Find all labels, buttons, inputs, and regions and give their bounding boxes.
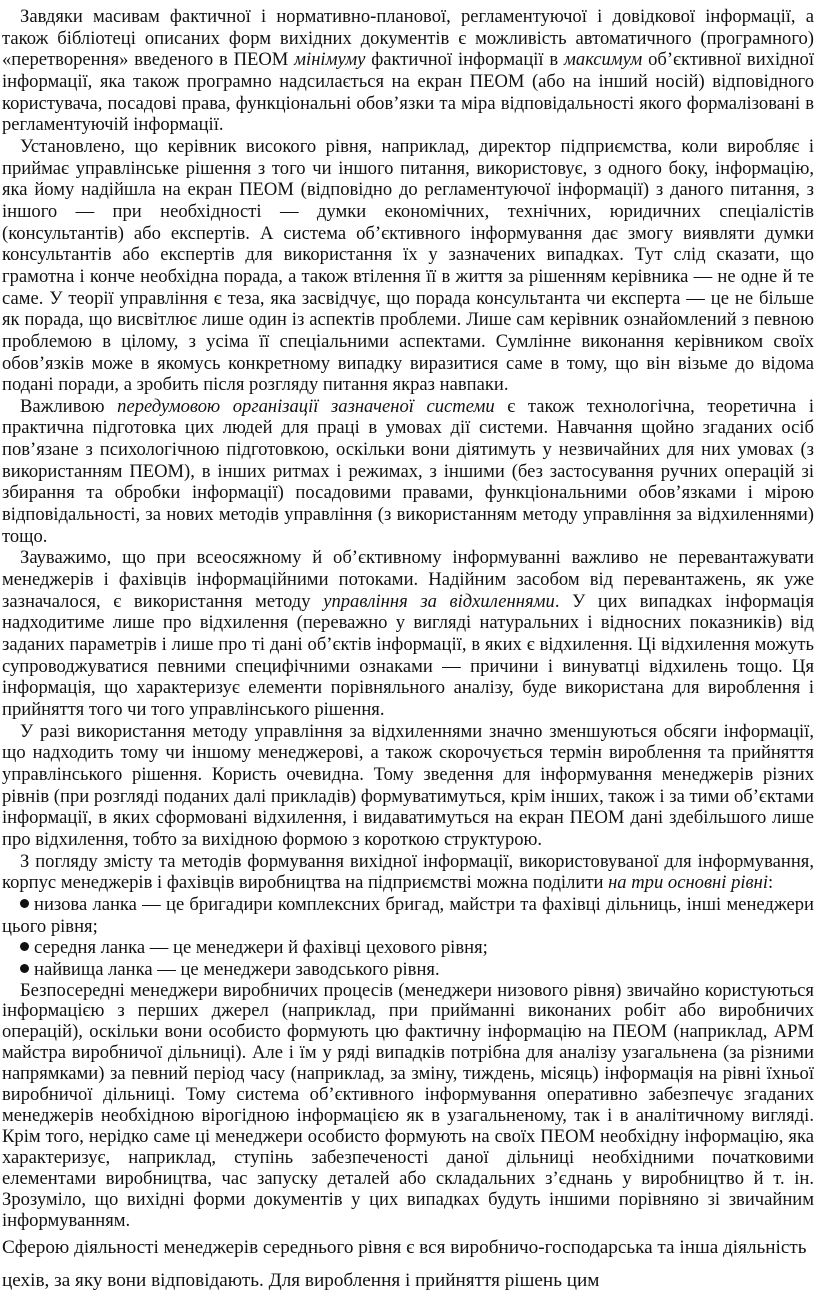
paragraph-7: Безпосередні менеджери виробничих процесів (менеджери низового рівня) звичайно користуються інформацією з перших джерел (наприклад, при прийманні виконаних робіт або виробничих операцій), оскільки вони особисто формують цю фактичну інформацію на ПЕОМ (наприклад, АРМ майстра виробничої дільниці). Але і їм у ряді випадків потрібна для аналізу узагальнена (за різними напрямками) за певний період часу (наприклад, за зміну, тиждень, місяць) інформація на рівні їхньої виробничої дільниці. Тому система об’єктивного інформування оперативно забезпечує згаданих менеджерів необхідною вірогідною інформацією як в узагальненому, так і в аналітичному вигляді. Крім того, нерідко саме ці менеджери особисто формують на своїх ПЕОМ необхідну інформацію, яка характеризує, наприклад, ступінь забезпеченості даної дільниці необхідними початковими елементами виробництва, час запуску деталей або складальних з’єднань у виробництво й т. ін. Зрозуміло, що вихідні форми документів у цих випадках будуть іншими порівняно зі звичайним інформуванням. [2,979,814,1231]
list-item-text: найвища ланка — це менеджери заводського рівня. [34,958,440,980]
italic-term: управління за відхиленнями [323,590,555,612]
text-fragment: : [768,872,774,894]
list-item-text: середня ланка — це менеджери й фахівці цехового рівня; [34,937,488,959]
italic-term: мінімуму [294,49,366,71]
text-fragment: є також технологічна, теоретична і практична підготовка цих людей для праці в умовах дії системи. Навчання щойно згаданих осіб пов’язане з психологічною підготовкою, оскільки вони діятимуть у незвичайних для них умовах (з використанням ПЕОМ), в інших ритмах і режимах, з іншими (без застосування ручних операцій зі збирання та обробки інформації) посадовими правами, функціональними обов’язками і мірою відповідальності, за нових методів управління (з використанням методу управління за відхиленнями) тощо. [2,395,814,547]
text-fragment: фактичної інформації в [365,49,565,71]
paragraph-2: Установлено, що керівник високого рівня, наприклад, директор підприємства, коли виробляє і приймає управлінське рішення з того чи іншого питання, використовує, з одного боку, інформацію, яка йому надійшла на екран ПЕОМ (відповідно до регламентуючої інформації) з даного питання, з іншого — при необхідності — думки економічних, технічних, юридичних спеціалістів (консультантів) або експертів. А система об’єктивного інформування дає змогу виявляти думки консультантів або експертів для використання їх у зазначених випадках. Тут слід сказати, що грамотна і конче необхідна порада, а також втілення її в життя за рішенням керівника — не одне й те саме. У теорії управління є теза, яка засвідчує, що порада консультанта чи експерта — це не більше як порада, що висвітлює лише один із аспектів проблеми. Лише сам керівник ознайомлений з певною проблемою в цілому, з усіма її спеціальними аспектами. Сумлінне виконання керівником своїх обов’язків може в якомусь конкретному випадку виразитися саме в тому, що він візьме до відома подані поради, а зробить після розгляду питання якраз навпаки. [2,135,814,396]
text-fragment: З погляду змісту та методів формування вихідної інформації, використовуваної для інформування, корпус менеджерів і фахівців виробництва на підприємстві можна поділити [2,850,814,894]
paragraph-5: У разі використання методу управління за відхиленнями значно зменшуються обсяги інформації, що надходить тому чи іншому менеджерові, а також скорочується термін вироблення та прийняття управлінського рішення. Користь очевидна. Тому зведення для інформування менеджерів різних рівнів (при розгляді поданих далі прикладів) формуватимуться, крім інших, також і за тими об’єктами інформації, в яких сформовані відхилення, і видаватимуться на екран ПЕОМ дані здебільшого лише про відхилення, тобто за вихідною формою з короткою структурою. [2,720,814,850]
paragraph-1 [2,6,814,136]
paragraph-8: Сферою діяльності менеджерів середнього рівня є вся виробничо-господарська та інша діяльність цехів, за яку вони відповідають. Для вироблення і прийняття рішень цим [2,1237,807,1292]
italic-term: передумовою організації зазначеної системи [117,395,495,417]
list-item [2,959,814,981]
text-fragment: Зауважимо, що при всеосяжному й об’єктивному інформуванні важливо не перевантажувати менеджерів і фахівців інформаційними потоками. Надійним засобом від перевантажень, як уже зазначалося, є використання методу [2,547,814,612]
text-fragment: . У цих випадках інформація надходитиме лише про відхилення (переважно у вигляді натуральних і відносних показників) від заданих параметрів і лише про ті дані об’єктів інформації, в яких є відхилення. Ці відхилення можуть супроводжуватися певними специфічними ознаками — причини і винуватці відхилень тощо. Ця інформація, що характеризує елементи порівняльного аналізу, буде використана для вироблення і прийняття того чи того управлінського рішення. [2,590,814,720]
list-item [2,894,814,937]
bullet-icon [20,899,29,908]
text-fragment: Завдяки масивам фактичної і нормативно-планової, регламентуючої і довідкової інформації, а також бібліотеці описаних форм вихідних документів є можливість автоматичного (програмного) «перетворення» введеного в ПЕОМ [2,6,814,71]
text-fragment: об’єктивної вихідної інформації, яка також програмно надсилається на екран ПЕОМ (або на інший носій) відповідного користувача, посадові права, функціональні обов’язки та міра відповідальності якого формалізовані в регламентуючій інформації. [2,49,814,136]
italic-term: максимум [564,49,643,71]
list-item [2,937,814,959]
list-item-text: низова ланка — це бригадири комплексних бригад, майстри та фахівці дільниць, інші менеджери цього рівня; [2,893,814,937]
bullet-icon [20,964,29,973]
paragraph-3 [2,396,814,548]
text-fragment: Важливою [20,395,118,417]
bullet-icon [20,942,29,951]
paragraph-6 [2,851,814,894]
italic-term: на три основні рівні [608,872,769,894]
paragraph-4 [2,547,814,720]
